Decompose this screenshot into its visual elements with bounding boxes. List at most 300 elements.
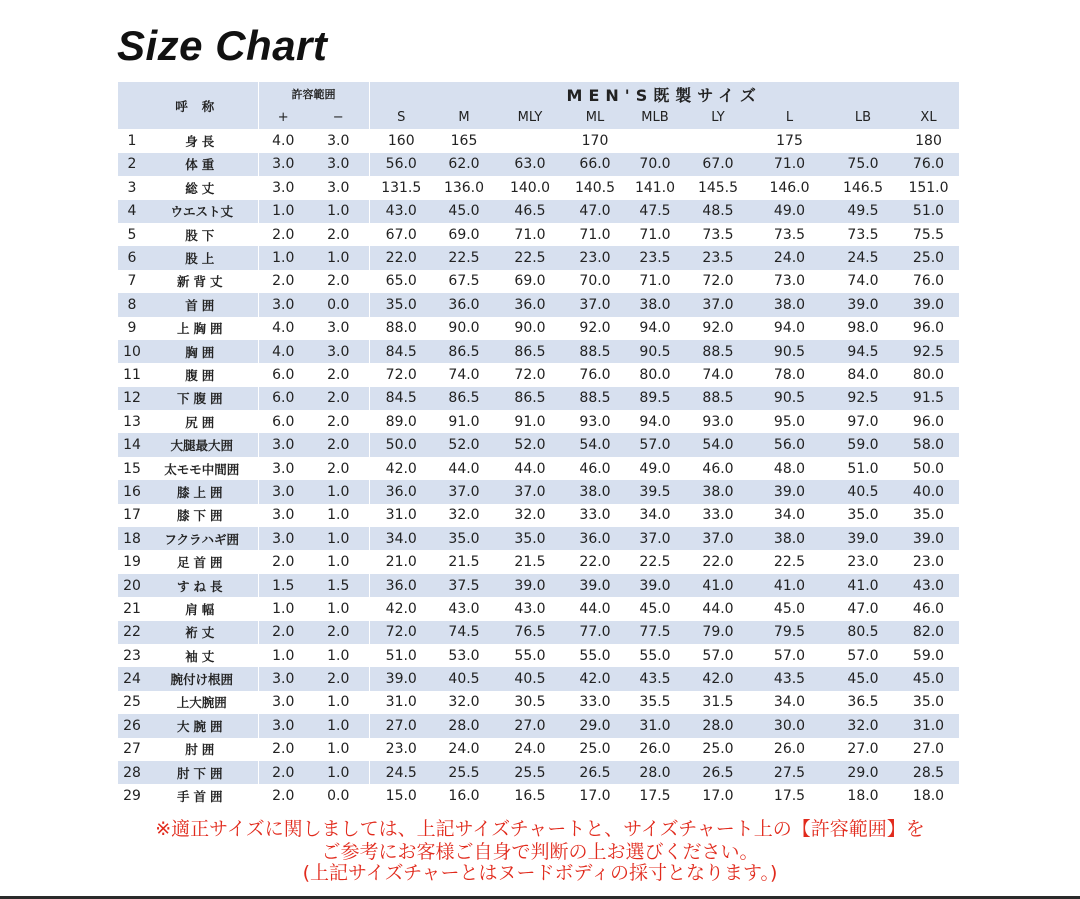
size-value: 33.0 [685,504,751,527]
size-value: 43.0 [369,200,433,223]
size-value: 53.0 [433,644,495,667]
size-value: 34.0 [369,527,433,550]
size-value: 40.5 [433,667,495,690]
tolerance-minus: 3.0 [308,340,369,363]
size-value: 40.0 [898,480,959,503]
row-index: 21 [118,597,146,620]
size-value: 72.0 [685,270,751,293]
size-value: 91.0 [433,410,495,433]
size-value: 21.5 [495,550,565,573]
size-value: 72.0 [369,621,433,644]
size-value: 41.0 [685,574,751,597]
tolerance-plus: 6.0 [258,410,308,433]
tolerance-plus: 3.0 [258,667,308,690]
tolerance-minus: 1.0 [308,527,369,550]
header-group-label: MEN'S既製サイズ [369,82,959,106]
tolerance-minus: 0.0 [308,293,369,316]
size-value: 35.0 [828,504,898,527]
size-value: 74.0 [828,270,898,293]
measurement-name: 尻囲 [146,410,258,433]
size-value: 79.0 [685,621,751,644]
tolerance-minus: 3.0 [308,176,369,199]
size-value: 51.0 [369,644,433,667]
table-row [118,714,959,737]
size-value: 45.0 [828,667,898,690]
size-value: 91.0 [495,410,565,433]
tolerance-minus: 1.0 [308,597,369,620]
size-value: 180 [898,129,959,152]
size-value: 71.0 [625,270,685,293]
size-value: 23.5 [625,246,685,269]
size-value: 43.0 [495,597,565,620]
size-value: 42.0 [369,597,433,620]
table-row [118,176,959,199]
row-index: 1 [118,129,146,152]
size-value: 74.0 [685,363,751,386]
size-value: 88.5 [565,340,625,363]
size-value: 22.0 [685,550,751,573]
measurement-name: 大腕囲 [146,714,258,737]
tolerance-plus: 2.0 [258,621,308,644]
size-value: 26.0 [751,738,828,761]
size-value: 36.0 [369,574,433,597]
table-row [118,550,959,573]
size-value: 76.0 [565,363,625,386]
size-value: 47.0 [565,200,625,223]
size-value: 29.0 [828,761,898,784]
size-value: 17.0 [565,784,625,807]
size-value: 90.5 [625,340,685,363]
size-value: 35.5 [625,691,685,714]
size-value: 76.0 [898,153,959,176]
tolerance-minus: 1.5 [308,574,369,597]
size-value: 45.0 [751,597,828,620]
size-value: 27.5 [751,761,828,784]
table-row [118,410,959,433]
size-value: 45.0 [625,597,685,620]
tolerance-minus: 3.0 [308,129,369,152]
size-value: 38.0 [751,527,828,550]
table-row [118,223,959,246]
size-value: 37.0 [565,293,625,316]
size-value: 62.0 [433,153,495,176]
size-value: 35.0 [898,504,959,527]
size-value: 80.0 [625,363,685,386]
size-value: 69.0 [433,223,495,246]
header-size-mly: MLY [495,106,565,129]
size-value: 43.0 [898,574,959,597]
size-value: 34.0 [751,504,828,527]
size-value: 24.5 [828,246,898,269]
size-value: 93.0 [685,410,751,433]
table-row [118,667,959,690]
size-value: 31.0 [369,504,433,527]
size-value: 32.0 [433,691,495,714]
size-chart-table-wrapper [118,82,959,808]
row-index: 22 [118,621,146,644]
size-value: 16.5 [495,784,565,807]
table-row [118,387,959,410]
size-value: 35.0 [495,527,565,550]
size-value: 131.5 [369,176,433,199]
size-value: 92.5 [898,340,959,363]
size-value: 92.5 [828,387,898,410]
size-value: 88.5 [685,340,751,363]
size-value: 54.0 [685,433,751,456]
row-index: 10 [118,340,146,363]
size-value: 55.0 [625,644,685,667]
tolerance-minus: 1.0 [308,644,369,667]
tolerance-plus: 3.0 [258,433,308,456]
size-value: 94.0 [625,410,685,433]
size-value: 54.0 [565,433,625,456]
tolerance-plus: 3.0 [258,153,308,176]
measurement-name: 首囲 [146,293,258,316]
size-value: 96.0 [898,410,959,433]
size-value: 39.0 [495,574,565,597]
size-value: 94.0 [751,317,828,340]
size-value: 34.0 [751,691,828,714]
size-value: 31.0 [369,691,433,714]
size-value: 38.0 [751,293,828,316]
size-value: 33.0 [565,691,625,714]
tolerance-plus: 1.0 [258,200,308,223]
tolerance-minus: 1.0 [308,761,369,784]
tolerance-minus: 3.0 [308,153,369,176]
measurement-name: 上胸囲 [146,317,258,340]
measurement-name: 身長 [146,129,258,152]
size-value: 24.0 [495,738,565,761]
size-value: 28.0 [685,714,751,737]
note-line-2: ご参考にお客様ご自身で判断の上お選びください。 [321,841,759,863]
tolerance-minus: 1.0 [308,246,369,269]
size-value: 36.0 [369,480,433,503]
size-value: 47.0 [828,597,898,620]
size-value: 25.0 [685,738,751,761]
row-index: 9 [118,317,146,340]
tolerance-plus: 1.0 [258,597,308,620]
size-chart-table [118,82,959,808]
size-value: 27.0 [495,714,565,737]
measurement-name: 股上 [146,246,258,269]
size-value: 22.5 [495,246,565,269]
size-value: 39.0 [565,574,625,597]
size-value: 88.5 [685,387,751,410]
size-value: 141.0 [625,176,685,199]
size-value: 41.0 [828,574,898,597]
size-value: 27.0 [828,738,898,761]
size-value: 32.0 [828,714,898,737]
tolerance-plus: 3.0 [258,504,308,527]
measurement-name: 足首囲 [146,550,258,573]
size-value: 175 [751,129,828,152]
row-index: 17 [118,504,146,527]
size-value: 57.0 [685,644,751,667]
size-value: 97.0 [828,410,898,433]
size-value: 49.0 [751,200,828,223]
size-value: 55.0 [565,644,625,667]
size-chart-body [118,129,959,807]
tolerance-plus: 4.0 [258,340,308,363]
table-row [118,691,959,714]
row-index: 19 [118,550,146,573]
size-value: 145.5 [685,176,751,199]
size-value: 17.5 [625,784,685,807]
tolerance-plus: 3.0 [258,714,308,737]
measurement-name: 肘下囲 [146,761,258,784]
size-value: 22.0 [565,550,625,573]
size-value: 71.0 [495,223,565,246]
tolerance-minus: 2.0 [308,433,369,456]
tolerance-minus: 1.0 [308,714,369,737]
size-value: 82.0 [898,621,959,644]
header-size-ly: LY [685,106,751,129]
size-value: 95.0 [751,410,828,433]
size-value: 76.5 [495,621,565,644]
size-value: 28.5 [898,761,959,784]
table-row [118,784,959,807]
tolerance-plus: 2.0 [258,270,308,293]
table-row [118,504,959,527]
size-value: 74.5 [433,621,495,644]
measurement-name: 股下 [146,223,258,246]
measurement-name: 手首囲 [146,784,258,807]
size-value: 38.0 [685,480,751,503]
table-row [118,433,959,456]
table-row [118,621,959,644]
row-index: 18 [118,527,146,550]
header-minus: − [308,106,369,129]
size-value: 51.0 [898,200,959,223]
row-index: 14 [118,433,146,456]
table-row [118,200,959,223]
size-value: 37.0 [685,527,751,550]
size-value: 50.0 [369,433,433,456]
size-value: 92.0 [565,317,625,340]
row-index: 23 [118,644,146,667]
size-value: 56.0 [369,153,433,176]
size-value: 17.5 [751,784,828,807]
size-value: 21.0 [369,550,433,573]
table-row [118,574,959,597]
size-value: 37.0 [433,480,495,503]
size-value: 46.0 [898,597,959,620]
size-value: 50.0 [898,457,959,480]
row-index: 4 [118,200,146,223]
size-value: 40.5 [828,480,898,503]
size-value: 57.0 [751,644,828,667]
table-row [118,527,959,550]
tolerance-minus: 1.0 [308,550,369,573]
size-value: 73.5 [685,223,751,246]
size-value: 43.5 [625,667,685,690]
size-value: 48.0 [751,457,828,480]
tolerance-minus: 2.0 [308,621,369,644]
size-value: 86.5 [433,387,495,410]
tolerance-plus: 2.0 [258,223,308,246]
size-value: 36.0 [565,527,625,550]
size-value: 26.5 [685,761,751,784]
size-value: 72.0 [495,363,565,386]
table-row [118,293,959,316]
size-value: 49.5 [828,200,898,223]
header-size-lb: LB [828,106,898,129]
size-value: 24.0 [433,738,495,761]
size-value: 38.0 [625,293,685,316]
size-value: 98.0 [828,317,898,340]
size-value: 67.0 [685,153,751,176]
size-value: 46.0 [685,457,751,480]
header-size-mlb: MLB [625,106,685,129]
table-row [118,480,959,503]
tolerance-plus: 3.0 [258,293,308,316]
size-value [685,129,751,152]
header-tolerance-label: 許容範囲 [258,82,369,106]
size-value: 72.0 [369,363,433,386]
size-value: 151.0 [898,176,959,199]
size-value: 36.0 [495,293,565,316]
size-value: 39.0 [828,527,898,550]
size-value: 74.0 [433,363,495,386]
row-index: 28 [118,761,146,784]
size-value: 26.0 [625,738,685,761]
measurement-name: 肘囲 [146,738,258,761]
row-index: 12 [118,387,146,410]
size-value: 22.0 [369,246,433,269]
size-value: 65.0 [369,270,433,293]
size-value: 21.5 [433,550,495,573]
note-line-1: ※適正サイズに関しましては、上記サイズチャートと、サイズチャート上の【許容範囲】を [155,818,925,840]
size-value: 23.0 [565,246,625,269]
size-value: 90.0 [495,317,565,340]
size-value: 170 [565,129,625,152]
measurement-name: 裄丈 [146,621,258,644]
size-value [495,129,565,152]
header-size-ml: ML [565,106,625,129]
size-value: 42.0 [565,667,625,690]
row-index: 24 [118,667,146,690]
row-index: 26 [118,714,146,737]
size-value: 70.0 [625,153,685,176]
size-value: 73.0 [751,270,828,293]
row-index: 3 [118,176,146,199]
size-value: 79.5 [751,621,828,644]
size-value: 77.0 [565,621,625,644]
size-value: 94.5 [828,340,898,363]
size-value: 36.5 [828,691,898,714]
size-value: 76.0 [898,270,959,293]
size-value: 160 [369,129,433,152]
size-value: 22.5 [751,550,828,573]
tolerance-plus: 6.0 [258,387,308,410]
tolerance-minus: 0.0 [308,784,369,807]
measurement-name: すね長 [146,574,258,597]
size-value: 32.0 [495,504,565,527]
size-value: 26.5 [565,761,625,784]
size-value: 15.0 [369,784,433,807]
tolerance-minus: 1.0 [308,480,369,503]
table-row [118,129,959,152]
measurement-name: 下腹囲 [146,387,258,410]
size-value: 39.0 [751,480,828,503]
size-value: 25.5 [433,761,495,784]
table-row [118,363,959,386]
size-value: 39.0 [898,527,959,550]
size-value: 89.5 [625,387,685,410]
row-index: 13 [118,410,146,433]
size-value: 93.0 [565,410,625,433]
tolerance-plus: 6.0 [258,363,308,386]
size-value: 89.0 [369,410,433,433]
size-value: 45.0 [433,200,495,223]
table-row [118,761,959,784]
size-value: 46.5 [495,200,565,223]
size-value: 73.5 [751,223,828,246]
table-row [118,317,959,340]
size-value: 24.0 [751,246,828,269]
size-value: 42.0 [369,457,433,480]
size-value: 88.5 [565,387,625,410]
size-value: 39.5 [625,480,685,503]
row-index: 5 [118,223,146,246]
size-value [828,129,898,152]
size-value: 80.5 [828,621,898,644]
tolerance-plus: 3.0 [258,691,308,714]
size-value: 78.0 [751,363,828,386]
size-value: 91.5 [898,387,959,410]
size-value: 86.5 [433,340,495,363]
measurement-name: 膝下囲 [146,504,258,527]
table-row [118,597,959,620]
size-value: 52.0 [433,433,495,456]
size-value: 69.0 [495,270,565,293]
size-value: 48.5 [685,200,751,223]
size-value: 39.0 [625,574,685,597]
size-value: 37.0 [685,293,751,316]
measurement-name: 腕付け根囲 [146,667,258,690]
size-value: 80.0 [898,363,959,386]
size-value: 47.5 [625,200,685,223]
size-value: 70.0 [565,270,625,293]
size-value: 29.0 [565,714,625,737]
header-size-l: L [751,106,828,129]
row-index: 7 [118,270,146,293]
header-index-cell [118,82,146,129]
size-value: 67.0 [369,223,433,246]
size-value: 57.0 [828,644,898,667]
size-value: 44.0 [565,597,625,620]
tolerance-plus: 3.0 [258,176,308,199]
measurement-name: ウエスト丈 [146,200,258,223]
measurement-name: 袖丈 [146,644,258,667]
measurement-name: 総丈 [146,176,258,199]
size-value: 30.5 [495,691,565,714]
measurement-name: 太モモ中間囲 [146,457,258,480]
measurement-name: フクラハギ囲 [146,527,258,550]
size-value: 44.0 [685,597,751,620]
size-value: 24.5 [369,761,433,784]
size-value: 90.5 [751,340,828,363]
tolerance-plus: 1.0 [258,644,308,667]
row-index: 15 [118,457,146,480]
size-value: 39.0 [828,293,898,316]
size-value: 39.0 [898,293,959,316]
size-value: 52.0 [495,433,565,456]
size-value: 35.0 [898,691,959,714]
table-row [118,246,959,269]
table-row [118,270,959,293]
measurement-name: 肩幅 [146,597,258,620]
